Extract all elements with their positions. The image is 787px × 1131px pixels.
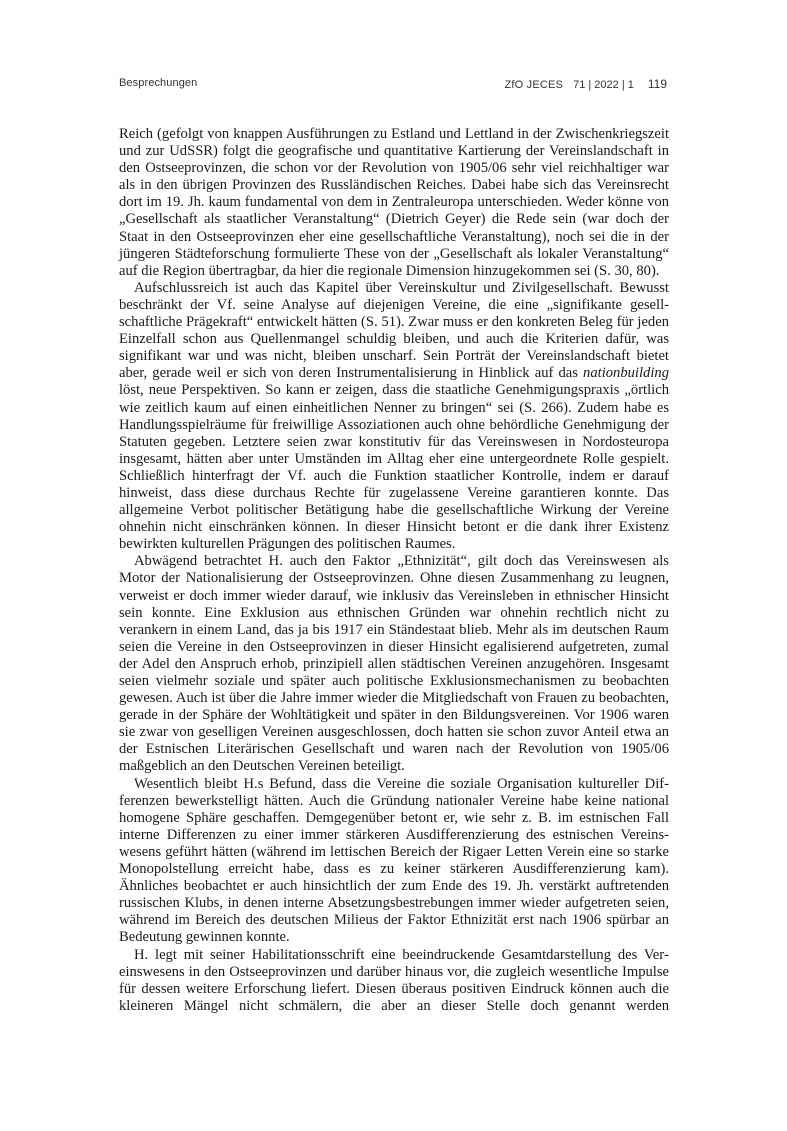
paragraph bbox=[119, 280, 669, 554]
italic-term: nationbuilding bbox=[583, 365, 669, 382]
page-number: 119 bbox=[647, 77, 667, 91]
text-run: Abwägend betrachtet H. auch den Faktor „Ethnizität“, gilt doch das Vereinswesen als Motor der Nationalisierung der Ostseeprovinzen. Ohne diesen Zusammenhang zu leugnen, verweist er doch immer wieder darauf, wie inklusiv das Vereinsleben in ethnischer Hinsicht sein konnte. Eine Exklusion aus ethnischen Gründen war ohnehin rechtlich nicht zu verankern in einem Land, das ja bis 1917 ein Ständestaat blieb. Mehr als im deutschen Raum seien die Vereine in den Ostseeprovinzen in dieser Hinsicht egalisierend aufgetreten, zumal der Adel den Anspruch erhob, prinzipiell allen städtischen Vereinen anzugehören. Insgesamt seien vielmehr soziale und später auch politische Exklusionsmechanismen zu beobachten gewesen. Auch ist über die Jahre immer wieder die Mitgliedschaft von Frauen zu beobachten, gerade in der Sphäre der Wohltätigkeit und später in den Bildungsvereinen. Vor 1906 waren sie zwar von geselligen Vereinen ausgeschlossen, doch hatten sie schon zuvor Anteil etwa an der Estnischen Literärischen Gesellschaft und waren nach der Revolution von 1905/06 maßgeblich an den Deutschen Vereinen beteiligt. bbox=[119, 553, 669, 775]
text-run: Aufschlussreich ist auch das Kapitel über Vereinskultur und Zivilgesellschaft. Bewusst beschränkt der Vf. seine Analyse auf diejenigen Vereine, die eine „signifikante gesellschaftliche Prägekraft“ entwickelt hätten (S. 51). Zwar muss er den konkreten Beleg für jeden Einzelfall schon aus Quellenmangel schuldig bleiben, und auch die Kriterien dafür, was signifikant war und was nicht, bleiben unscharf. Sein Porträt der Vereinslandschaft bietet aber, gerade weil er sich von deren Instrumentalisierung in Hinblick auf das bbox=[119, 279, 669, 382]
paragraph bbox=[119, 553, 669, 775]
journal-info bbox=[504, 77, 667, 91]
review-body bbox=[119, 126, 669, 1015]
text-run: Wesentlich bleibt H.s Befund, dass die Vereine die soziale Organisation kultureller Differenzen bewerkstelligt hätten. Auch die Gründung nationaler Vereine habe keine national homogene Sphäre geschaffen. Demgegenüber betont er, wie sehr z. B. im estnischen Fall interne Differenzen zu einer immer stärkeren Ausdifferenzierung des estnischen Vereinswesens geführt hätten (während im lettischen Bereich der Rigaer Letten Verein eine so starke Monopolstellung erreicht habe, dass es zu keiner stärkeren Ausdifferenzierung kam). Ähnliches beobachtet er auch hinsichtlich der zum Ende des 19. Jh. verstärkt auftretenden russischen Klubs, in denen interne Absetzungsbestrebungen immer wieder aufgetreten seien, während im Bereich des deutschen Milieus der Faktor Ethnizität erst nach 1906 spürbar an Bedeutung gewinnen konnte. bbox=[119, 775, 669, 946]
text-run: Reich (gefolgt von knappen Ausführungen zu Estland und Lettland in der Zwischenkriegszeit und zur UdSSR) folgt die geografische und quantitative Kartierung der Vereinslandschaft in den Ostseeprovinzen, die schon vor der Revolution von 1905/06 sehr viel reichhaltiger war als in den übrigen Provinzen des Russländischen Reiches. Dabei habe sich das Vereinsrecht dort im 19. Jh. kaum fundamental von dem in Zentraleuropa unterschieden. Weder könne von „Gesellschaft als staatlicher Veranstaltung“ (Dietrich Geyer) die Rede sein (war doch der Staat in den Ostseeprovinzen eher eine gesellschaftliche Veranstaltung), noch sei die in der jüngeren Städteforschung formulierte These von der „Gesellschaft als lokaler Veranstaltung“ auf die Region übertragbar, da hier die regionale Dimension hinzugekommen sei (S. 30, 80). bbox=[119, 126, 669, 279]
paragraph bbox=[119, 947, 669, 1015]
text-run: löst, neue Perspektiven. So kann er zeigen, dass die staatliche Genehmigungspraxis „örtlich wie zeitlich kaum auf einen einheitlichen Nenner zu bringen“ sei (S. 266). Zudem habe es Handlungsspielräume für freiwillige Assoziationen auch ohne behördliche Genehmigung der Statuten gegeben. Letztere seien zwar konstitutiv für das Vereinswesen in Nordosteuropa insgesamt, hätten aber unter Umständen im Alltag eher eine untergeordnete Rolle gespielt. Schließlich hinterfragt der Vf. auch die Funktion staatlicher Kontrolle, indem er darauf hinweist, dass diese durchaus Rechte für zugelassene Vereine garantieren konnte. Das allgemeine Verbot politischer Betätigung habe die gesellschaftliche Wirkung der Vereine ohnehin nicht einschränken können. In dieser Hinsicht betont er die dank ihrer Existenz bewirkten kulturellen Prägungen des politischen Raumes. bbox=[119, 382, 669, 553]
paragraph bbox=[119, 126, 669, 280]
text-run: H. legt mit seiner Habilitationsschrift eine beeindruckende Gesamtdarstellung des Vereinswesens in den Ostseeprovinzen und darüber hinaus vor, die zugleich wesentliche Impulse für dessen weitere Erforschung liefert. Diesen überaus positiven Eindruck können auch die kleineren Mängel nicht schmälern, die aber an dieser Stelle doch genannt werden bbox=[119, 946, 669, 1014]
journal-name: ZfO JECES bbox=[504, 79, 564, 91]
running-head bbox=[119, 77, 667, 93]
section-title: Besprechungen bbox=[119, 77, 198, 89]
issue-number: 71 | 2022 | 1 bbox=[573, 79, 634, 91]
paragraph bbox=[119, 776, 669, 947]
